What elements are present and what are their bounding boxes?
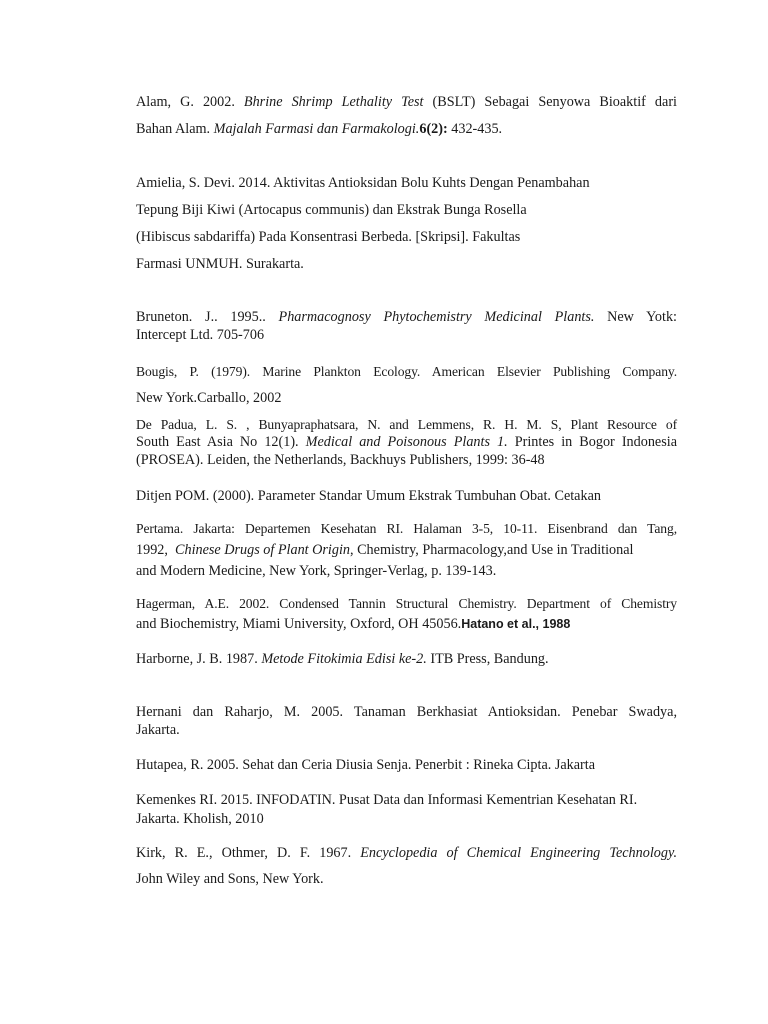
ref-text: (BSLT) Sebagai Senyowa Bioaktif dari bbox=[432, 94, 677, 110]
ref-amielia-line-3: (Hibiscus sabdariffa) Pada Konsentrasi Berbeda. [Skripsi]. Fakultas bbox=[136, 229, 521, 245]
ref-pertama-line-3: and Modern Medicine, New York, Springer-Verlag, p. 139-143. bbox=[136, 563, 497, 579]
ref-text: Alam, G. 2002. bbox=[136, 94, 235, 110]
ref-text: ITB Press, Bandung. bbox=[430, 651, 549, 667]
ref-volume: 6(2): bbox=[419, 121, 448, 137]
ref-bougis-line-1: Bougis, P. (1979). Marine Plankton Ecology. American Elsevier Publishing Company. bbox=[136, 364, 677, 379]
ref-hagerman-line-1: Hagerman, A.E. 2002. Condensed Tannin Structural Chemistry. Department of Chemistry bbox=[136, 596, 677, 611]
ref-text: South East Asia No 12(1). bbox=[136, 434, 299, 450]
ref-text: 1992, bbox=[136, 542, 168, 558]
ref-bougis-line-2: New York.Carballo, 2002 bbox=[136, 390, 282, 406]
ref-kirk-line-2: John Wiley and Sons, New York. bbox=[136, 871, 324, 887]
ref-italic-title: Metode Fitokimia Edisi ke-2. bbox=[261, 651, 427, 667]
ref-hutapea-line-1: Hutapea, R. 2005. Sehat dan Ceria Diusia Senja. Penerbit : Rineka Cipta. Jakarta bbox=[136, 757, 596, 773]
ref-text: Kirk, R. E., Othmer, D. F. 1967. bbox=[136, 845, 352, 861]
ref-italic-title: Encyclopedia of Chemical Engineering Technology. bbox=[360, 845, 678, 861]
ref-italic-title: Pharmacognosy Phytochemistry Medicinal Plants. bbox=[278, 309, 595, 325]
ref-kemenkes-line-2: Jakarta. Kholish, 2010 bbox=[136, 811, 264, 827]
ref-amielia-line-1: Amielia, S. Devi. 2014. Aktivitas Antioksidan Bolu Kuhts Dengan Penambahan bbox=[136, 175, 590, 191]
ref-alam-line-2 bbox=[136, 120, 677, 138]
ref-depadua-line-2 bbox=[136, 433, 677, 451]
ref-pertama-line-1: Pertama. Jakarta: Departemen Kesehatan RI. Halaman 3-5, 10-11. Eisenbrand dan Tang, bbox=[136, 521, 677, 536]
ref-harborne-line-1 bbox=[136, 650, 677, 668]
ref-italic-title: Medical and Poisonous Plants 1. bbox=[305, 434, 508, 450]
ref-amielia-line-4: Farmasi UNMUH. Surakarta. bbox=[136, 256, 304, 272]
ref-hernani-line-2: Jakarta. bbox=[136, 722, 180, 738]
ref-text: Bahan Alam. bbox=[136, 121, 211, 137]
ref-text: Printes in Bogor Indonesia bbox=[514, 434, 677, 450]
ref-text: Bruneton. J.. 1995.. bbox=[136, 309, 266, 325]
ref-inline-citation: Hatano et al., 1988 bbox=[461, 617, 571, 631]
ref-bruneton-line-1 bbox=[136, 308, 677, 326]
ref-amielia-line-2: Tepung Biji Kiwi (Artocapus communis) dan Ekstrak Bunga Rosella bbox=[136, 202, 527, 218]
ref-depadua-line-3: (PROSEA). Leiden, the Netherlands, Backhuys Publishers, 1999: 36-48 bbox=[136, 452, 545, 468]
ref-kirk-line-1 bbox=[136, 844, 677, 862]
ref-hernani-line-1: Hernani dan Raharjo, M. 2005. Tanaman Berkhasiat Antioksidan. Penebar Swadya, bbox=[136, 704, 677, 720]
ref-ditjen-line-1: Ditjen POM. (2000). Parameter Standar Umum Ekstrak Tumbuhan Obat. Cetakan bbox=[136, 488, 601, 504]
ref-depadua-line-1: De Padua, L. S. , Bunyapraphatsara, N. and Lemmens, R. H. M. S, Plant Resource of bbox=[136, 417, 677, 432]
ref-text: , Chemistry, Pharmacology,and Use in Traditional bbox=[350, 542, 634, 558]
ref-italic-journal: Majalah Farmasi dan Farmakologi. bbox=[213, 121, 420, 137]
ref-pages: 432-435. bbox=[451, 121, 503, 137]
ref-italic-title: Chinese Drugs of Plant Origin bbox=[175, 542, 350, 558]
ref-alam-line-1 bbox=[136, 93, 677, 111]
ref-italic-title: Bhrine Shrimp Lethality Test bbox=[243, 94, 424, 110]
ref-text: Harborne, J. B. 1987. bbox=[136, 651, 258, 667]
ref-hagerman-line-2 bbox=[136, 615, 677, 633]
ref-bruneton-line-2: Intercept Ltd. 705-706 bbox=[136, 327, 265, 343]
ref-text: New Yotk: bbox=[607, 309, 677, 325]
ref-pertama-line-2 bbox=[136, 541, 677, 559]
ref-text: and Biochemistry, Miami University, Oxford, OH 45056. bbox=[136, 616, 462, 632]
ref-kemenkes-line-1: Kemenkes RI. 2015. INFODATIN. Pusat Data dan Informasi Kementrian Kesehatan RI. bbox=[136, 792, 638, 808]
